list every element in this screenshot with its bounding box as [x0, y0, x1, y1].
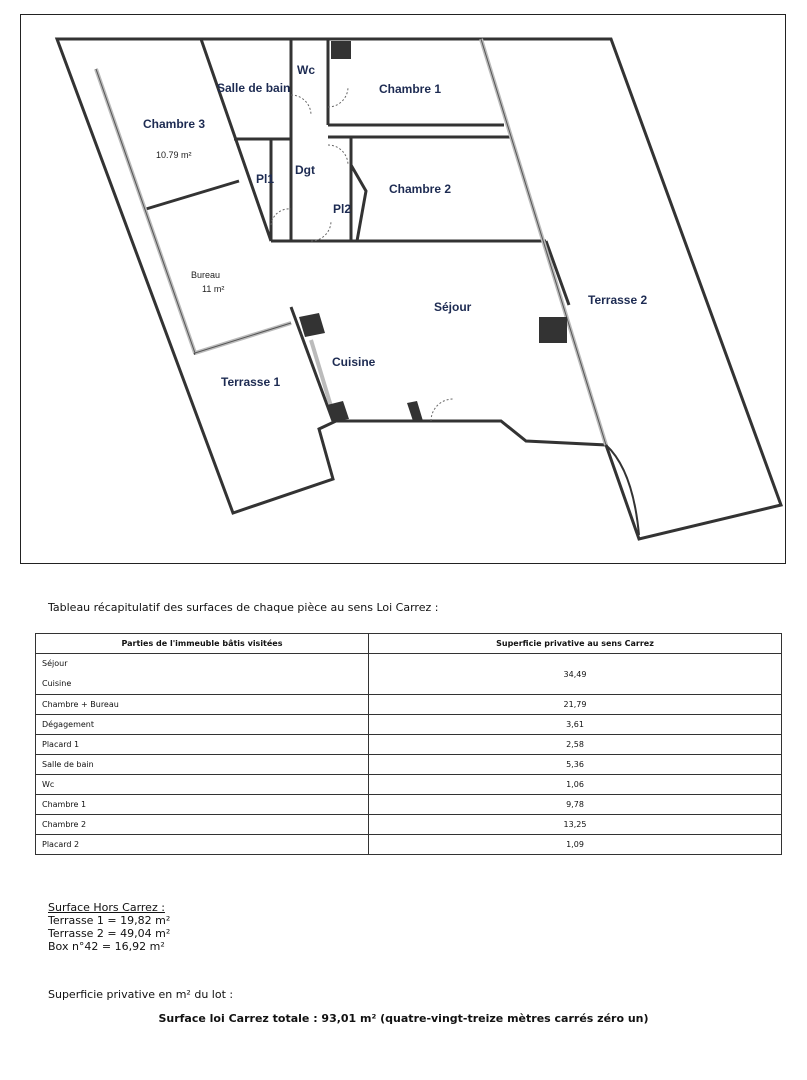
- table-row: [36, 654, 782, 695]
- table-cell-value: 3,61: [369, 715, 782, 735]
- room-label-terrasse-2: Terrasse 2: [588, 293, 648, 307]
- area-chambre-3: 10.79 m²: [156, 150, 192, 160]
- lot-label: Superficie privative en m² du lot :: [48, 988, 234, 1001]
- room-label-salle-de-bain: Salle de bain: [217, 81, 291, 95]
- table-cell-part-label: Séjour: [42, 659, 68, 668]
- room-label-wc: Wc: [297, 63, 315, 77]
- table-cell-value: 5,36: [369, 755, 782, 775]
- table-row: [36, 695, 782, 715]
- surface-table: [35, 633, 782, 855]
- room-label-chambre-3: Chambre 3: [143, 117, 206, 131]
- table-cell-part: Chambre 2: [36, 815, 369, 835]
- floor-plan-frame: [20, 14, 786, 564]
- table-header-row: [36, 634, 782, 654]
- table-body: [36, 654, 782, 855]
- table-row: [36, 735, 782, 755]
- table-row: [36, 715, 782, 735]
- room-label-dgt: Dgt: [295, 163, 315, 177]
- hors-carrez-line: Terrasse 1 = 19,82 m²: [48, 914, 171, 927]
- table-cell-part: Salle de bain: [36, 755, 369, 775]
- table-cell-value: 13,25: [369, 815, 782, 835]
- table-row: [36, 835, 782, 855]
- table-cell-value: 34,49: [369, 654, 782, 695]
- wall: [351, 165, 366, 241]
- total-surface: Surface loi Carrez totale : 93,01 m² (quatre-vingt-treize mètres carrés zéro un): [158, 1012, 649, 1025]
- table-row: [36, 815, 782, 835]
- table-cell-part: Placard 2: [36, 835, 369, 855]
- table-row: [36, 795, 782, 815]
- table-header-parts: Parties de l'immeuble bâtis visitées: [36, 634, 369, 654]
- hors-carrez-title: Surface Hors Carrez :: [48, 901, 165, 914]
- room-label-pl1: Pl1: [256, 172, 275, 186]
- table-header-superficie: Superficie privative au sens Carrez: [369, 634, 782, 654]
- table-cell-part: [36, 654, 369, 695]
- table-cell-value: 9,78: [369, 795, 782, 815]
- table-cell-part: Placard 1: [36, 735, 369, 755]
- room-label-chambre-2: Chambre 2: [389, 182, 452, 196]
- table-cell-part: Dégagement: [36, 715, 369, 735]
- hors-carrez-line: Box n°42 = 16,92 m²: [48, 940, 165, 953]
- table-cell-part-label: Cuisine: [42, 679, 72, 688]
- wall: [146, 181, 239, 209]
- table-intro: Tableau récapitulatif des surfaces de chaque pièce au sens Loi Carrez :: [48, 601, 439, 614]
- room-label-bureau: Bureau: [191, 270, 221, 280]
- floor-plan: [21, 15, 787, 565]
- table-cell-part: Chambre 1: [36, 795, 369, 815]
- outer-wall: [57, 39, 781, 539]
- room-label-chambre-1: Chambre 1: [379, 82, 442, 96]
- wall: [546, 241, 569, 305]
- table-cell-value: 1,09: [369, 835, 782, 855]
- table-row: [36, 755, 782, 775]
- table-row: [36, 775, 782, 795]
- room-label-terrasse-1: Terrasse 1: [221, 375, 281, 389]
- area-bureau: 11 m²: [202, 284, 225, 294]
- table-cell-value: 2,58: [369, 735, 782, 755]
- hors-carrez-section: [48, 901, 170, 953]
- table-cell-part: Wc: [36, 775, 369, 795]
- room-label-sejour: Séjour: [434, 300, 472, 314]
- table-cell-value: 1,06: [369, 775, 782, 795]
- room-label-pl2: Pl2: [333, 202, 352, 216]
- table-cell-part: Chambre + Bureau: [36, 695, 369, 715]
- table-cell-value: 21,79: [369, 695, 782, 715]
- hors-carrez-line: Terrasse 2 = 49,04 m²: [48, 927, 171, 940]
- room-label-cuisine: Cuisine: [332, 355, 376, 369]
